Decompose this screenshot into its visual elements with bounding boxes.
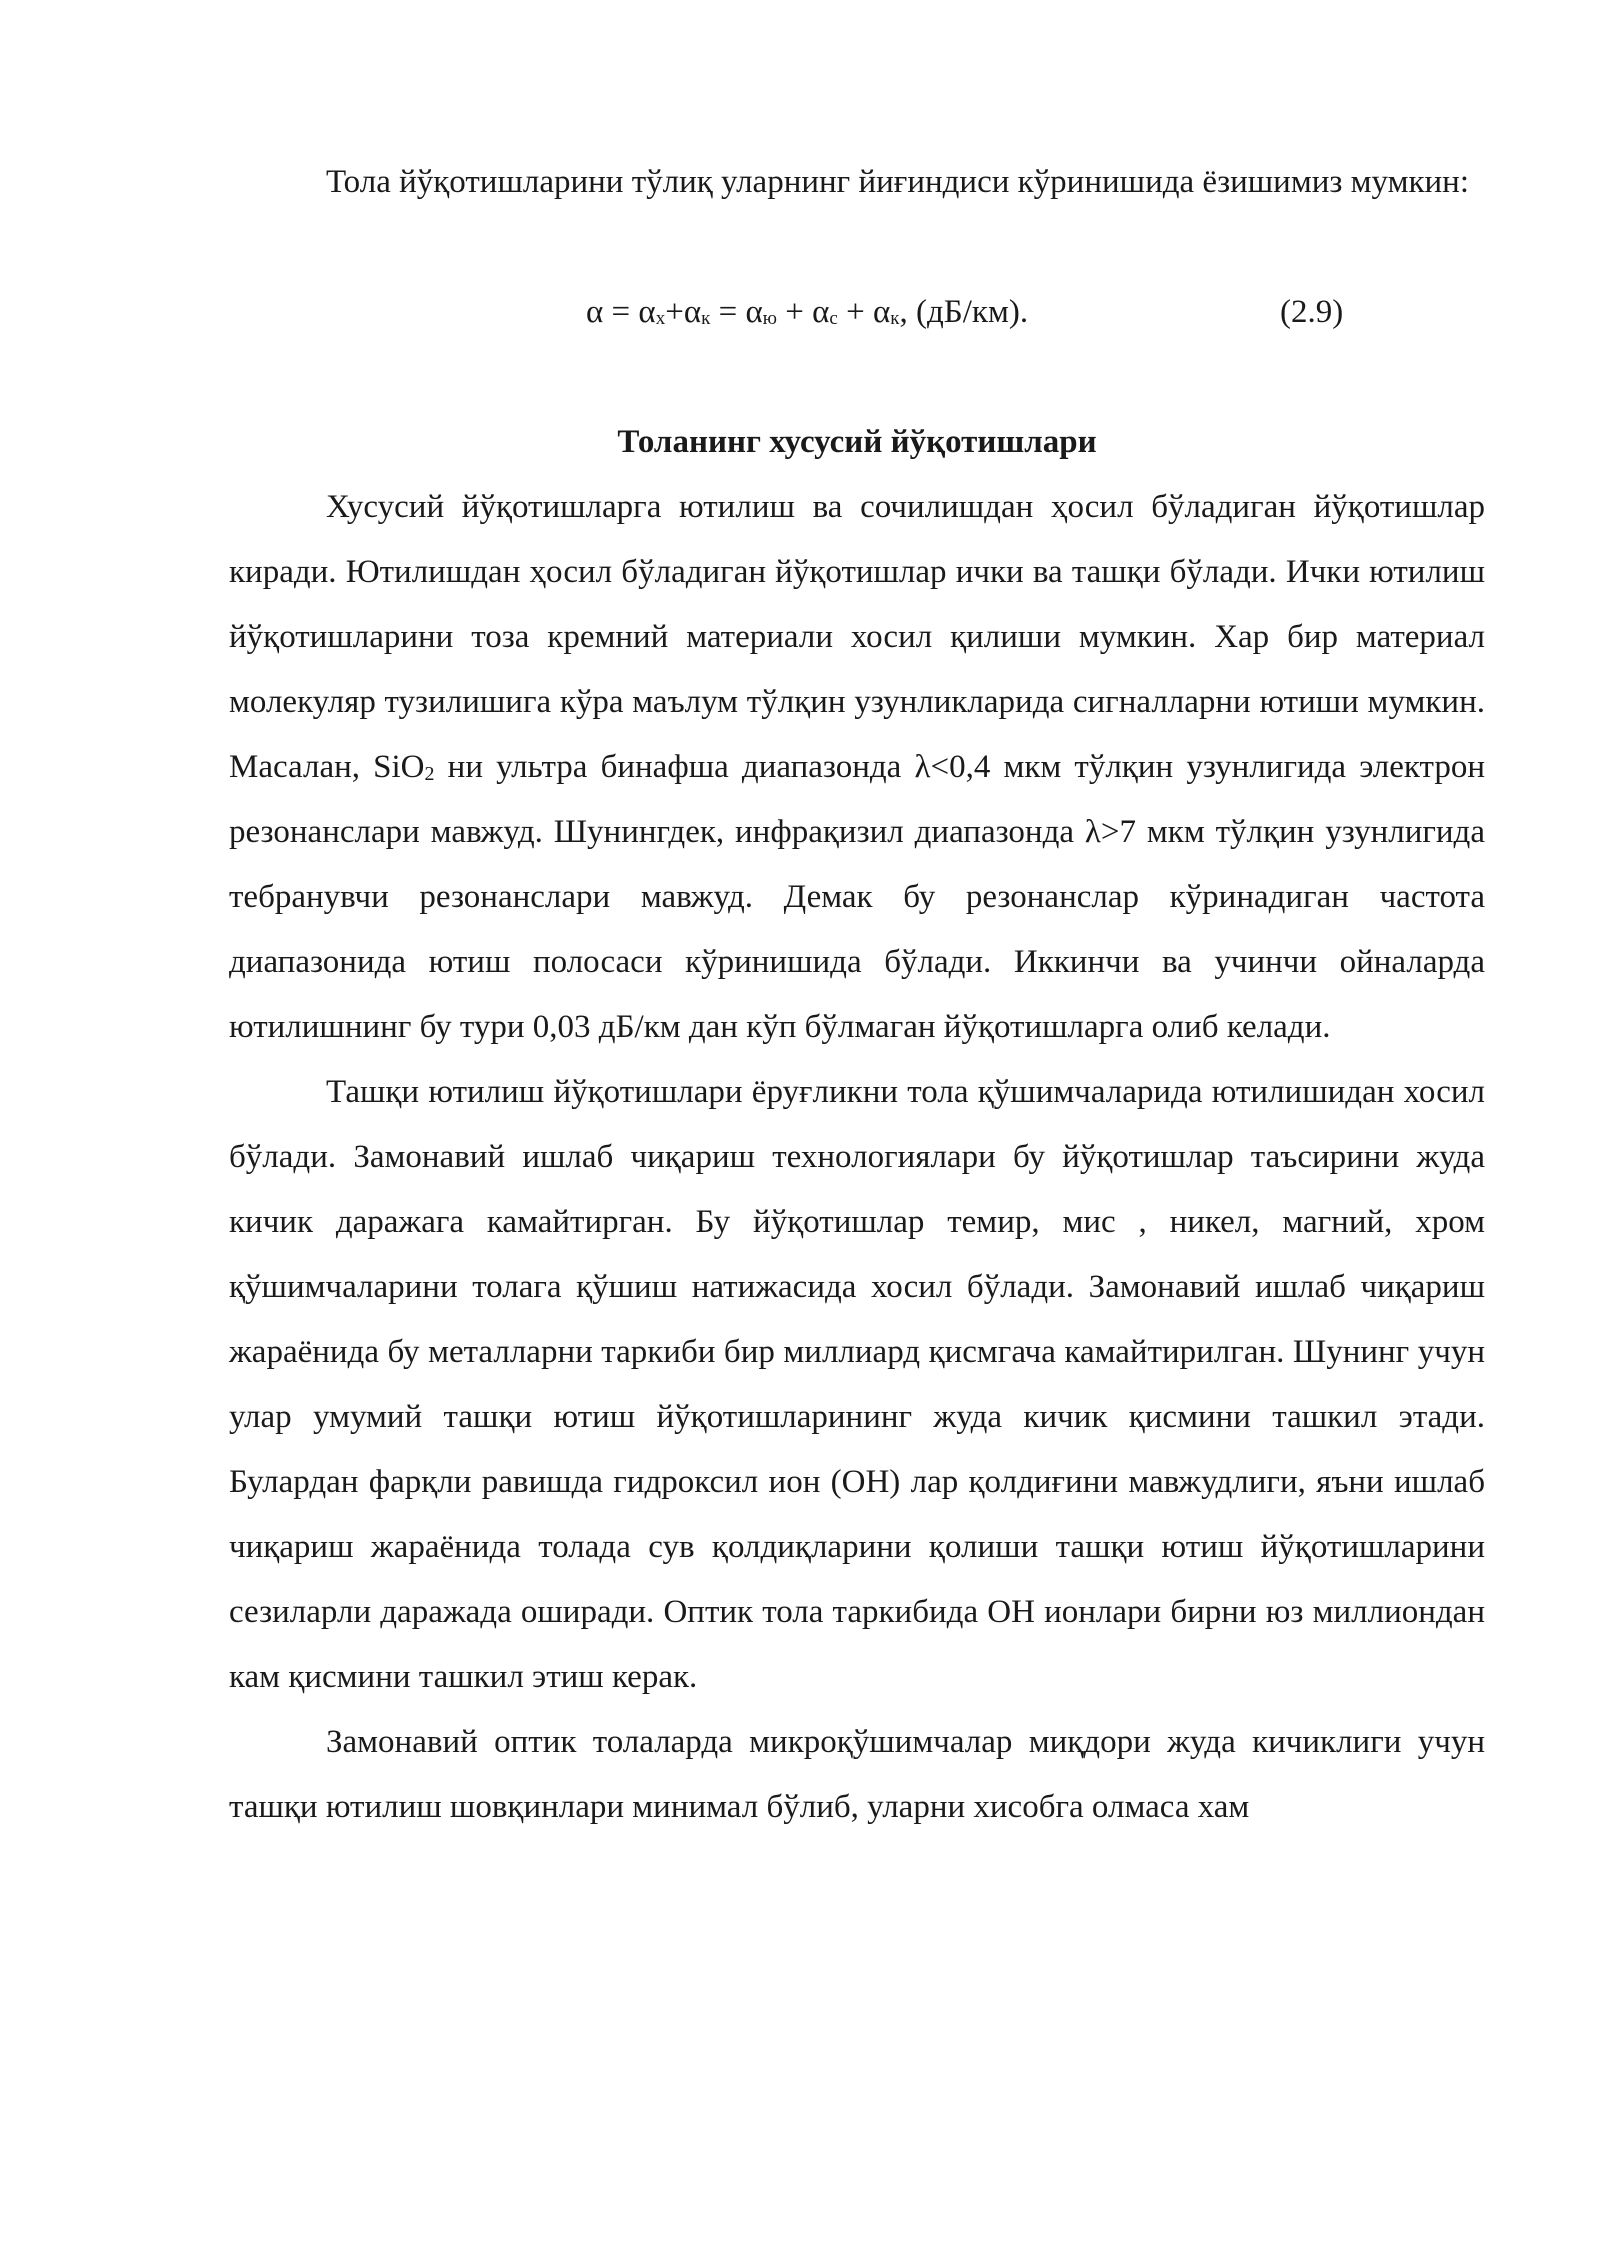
formula: $\alpha = \alpha_х+\alpha_к = \alpha_ю + \alpha_с + \alpha_к$, (дБ/км). — [586, 294, 1029, 330]
page-content — [229, 150, 1485, 1840]
equation-number: (2.9) — [1280, 294, 1344, 330]
paragraph-intrinsic-losses: Хусусий йўқотишларга ютилиш ва сочилишдан ҳосил бўладиган йўқотишлар киради. Ютилишдан ҳосил бўладиган йўқотишлар ички ва ташқи бўлади. Ички ютилиш йўқотишларини тоза кремний материали хосил қилиши мумкин. Хар бир материал молекуляр тузилишига кўра маълум тўлқин узунликларида сигналларни ютиши мумкин. Масалан, SiO$_2$ ни ультра бинафша диапазонда λ<0,4 мкм тўлқин узунлигида электрон резонанслари мавжуд. Шунингдек, инфрақизил диапазонда λ>7 мкм тўлқин узунлигида тебранувчи резонанслари мавжуд. Демак бу резонанслар кўринадиган частота диапазонида ютиш полосаси кўринишида бўлади. Иккинчи ва учинчи ойналарда ютилишнинг бу тури 0,03 дБ/км дан кўп бўлмаган йўқотишларга олиб келади. — [229, 489, 1485, 1045]
paragraph-microadditives: Замонавий оптик толаларда микроқўшимчалар миқдори жуда кичиклиги учун ташқи ютилиш шовқинлари минимал бўлиб, уларни хисобга олмаса хам — [229, 1724, 1485, 1825]
section-heading: Толанинг хусусий йўқотишлари — [617, 424, 1097, 460]
intro-paragraph: Тола йўқотишларини тўлиқ уларнинг йиғиндиси кўринишида ёзишимиз мумкин: — [326, 164, 1470, 200]
paragraph-extrinsic-losses: Ташқи ютилиш йўқотишлари ёруғликни тола қўшимчаларида ютилишидан хосил бўлади. Замонавий ишлаб чиқариш технологиялари бу йўқотишлар таъсирини жуда кичик даражага камайтирган. Бу йўқотишлар темир, мис , никел, магний, хром қўшимчаларини толага қўшиш натижасида хосил бўлади. Замонавий ишлаб чиқариш жараёнида бу металларни таркиби бир миллиард қисмгача камайтирилган. Шунинг учун улар умумий ташқи ютиш йўқотишларининг жуда кичик қисмини ташкил этади. Булардан фарқли равишда гидроксил ион (OH) лар қолдиғини мавжудлиги, яъни ишлаб чиқариш жараёнида толада сув қолдиқларини қолиши ташқи ютиш йўқотишларини сезиларли даражада оширади. Оптик тола таркибида OH ионлари бирни юз миллиондан кам қисмини ташкил этиш керак. — [229, 1074, 1485, 1695]
equation-2-9 — [229, 280, 1485, 345]
